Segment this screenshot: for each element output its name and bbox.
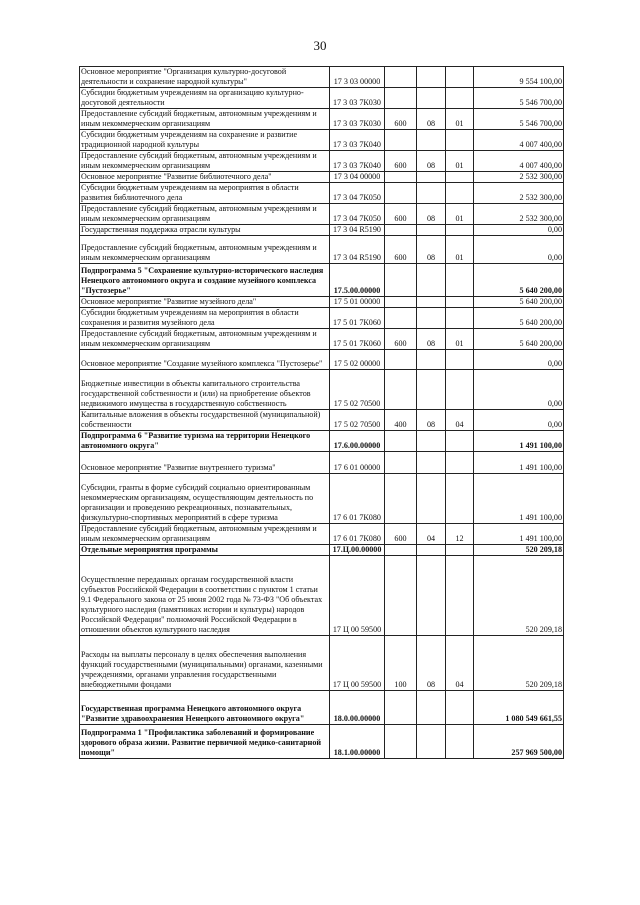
row-expense-type-cell: 600 <box>385 524 417 545</box>
table-row <box>80 524 564 545</box>
row-section-cell <box>417 297 446 308</box>
row-subsection-cell: 04 <box>446 410 474 431</box>
row-subsection-cell <box>446 297 474 308</box>
row-amount-cell: 0,00 <box>474 350 564 370</box>
row-section-cell <box>417 370 446 410</box>
row-amount-cell: 520 209,18 <box>474 556 564 636</box>
row-code-cell: 17 5 01 7К060 <box>330 329 385 350</box>
table-row <box>80 308 564 329</box>
row-name-cell: Субсидии бюджетным учреждениям на мероприятия в области развития библиотечного дела <box>80 183 330 204</box>
row-name-cell: Предоставление субсидий бюджетным, автономным учреждениям и иным некоммерческим организациям <box>80 151 330 172</box>
row-name-cell: Субсидии бюджетным учреждениям на сохранение и развитие традиционной народной культуры <box>80 130 330 151</box>
row-expense-type-cell <box>385 183 417 204</box>
row-code-cell: 17 3 03 7К040 <box>330 151 385 172</box>
row-amount-cell: 1 080 549 661,55 <box>474 691 564 725</box>
row-code-cell: 17 5 01 00000 <box>330 297 385 308</box>
row-code-cell: 17 5 02 00000 <box>330 350 385 370</box>
budget-table <box>79 66 564 759</box>
row-name-cell: Капитальные вложения в объекты государственной (муниципальной) собственности <box>80 410 330 431</box>
row-section-cell <box>417 725 446 759</box>
table-row <box>80 636 564 691</box>
table-row <box>80 109 564 130</box>
row-name-cell: Субсидии, гранты в форме субсидий социально ориентированным некоммерческим организациям, осуществляющим деятельность по организации и проведению рекреационных, познавательных, физкультурно-спортивных мероприятий в сфере туризма <box>80 474 330 524</box>
row-subsection-cell: 01 <box>446 236 474 264</box>
row-code-cell: 17 3 03 00000 <box>330 67 385 88</box>
row-subsection-cell <box>446 67 474 88</box>
budget-table-body <box>80 67 564 759</box>
table-row <box>80 556 564 636</box>
row-section-cell: 08 <box>417 236 446 264</box>
row-amount-cell: 5 546 700,00 <box>474 88 564 109</box>
row-name-cell: Предоставление субсидий бюджетным, автономным учреждениям и иным некоммерческим организациям <box>80 109 330 130</box>
row-code-cell: 17.5.00.00000 <box>330 264 385 297</box>
row-code-cell: 17 3 04 R5190 <box>330 236 385 264</box>
row-section-cell <box>417 172 446 183</box>
row-code-cell: 17 Ц 00 59500 <box>330 636 385 691</box>
row-subsection-cell <box>446 225 474 236</box>
row-subsection-cell: 12 <box>446 524 474 545</box>
row-section-cell: 08 <box>417 329 446 350</box>
row-section-cell <box>417 67 446 88</box>
row-expense-type-cell <box>385 264 417 297</box>
row-name-cell: Подпрограмма 1 "Профилактика заболеваний и формирование здорового образа жизни. Развитие первичной медико-санитарной помощи" <box>80 725 330 759</box>
table-row <box>80 297 564 308</box>
row-name-cell: Основное мероприятие "Развитие внутреннего туризма" <box>80 452 330 474</box>
row-section-cell <box>417 264 446 297</box>
row-subsection-cell: 01 <box>446 204 474 225</box>
row-subsection-cell: 04 <box>446 636 474 691</box>
row-subsection-cell <box>446 474 474 524</box>
row-code-cell: 17 6 01 7К080 <box>330 474 385 524</box>
table-row <box>80 130 564 151</box>
row-amount-cell: 1 491 100,00 <box>474 474 564 524</box>
row-section-cell <box>417 431 446 452</box>
row-code-cell: 17 3 04 7К050 <box>330 204 385 225</box>
row-amount-cell: 0,00 <box>474 236 564 264</box>
row-name-cell: Подпрограмма 6 "Развитие туризма на территории Ненецкого автономного округа" <box>80 431 330 452</box>
row-subsection-cell <box>446 183 474 204</box>
table-row <box>80 172 564 183</box>
row-expense-type-cell <box>385 691 417 725</box>
table-row <box>80 410 564 431</box>
table-row <box>80 329 564 350</box>
row-amount-cell: 1 491 100,00 <box>474 431 564 452</box>
row-code-cell: 17 6 01 7К080 <box>330 524 385 545</box>
row-expense-type-cell <box>385 350 417 370</box>
row-expense-type-cell <box>385 308 417 329</box>
row-section-cell <box>417 130 446 151</box>
table-row <box>80 370 564 410</box>
table-row <box>80 183 564 204</box>
table-row <box>80 264 564 297</box>
row-amount-cell: 4 007 400,00 <box>474 151 564 172</box>
row-amount-cell: 0,00 <box>474 410 564 431</box>
row-subsection-cell <box>446 545 474 556</box>
row-name-cell: Подпрограмма 5 "Сохранение культурно-исторического наследия Ненецкого автономного округа и создание музейного комплекса "Пустозерье" <box>80 264 330 297</box>
row-code-cell: 17 3 04 00000 <box>330 172 385 183</box>
row-subsection-cell <box>446 370 474 410</box>
table-row <box>80 67 564 88</box>
row-section-cell <box>417 474 446 524</box>
row-amount-cell: 5 640 200,00 <box>474 308 564 329</box>
row-expense-type-cell <box>385 545 417 556</box>
row-name-cell: Основное мероприятие "Развитие музейного дела" <box>80 297 330 308</box>
row-expense-type-cell <box>385 556 417 636</box>
row-code-cell: 17.6.00.00000 <box>330 431 385 452</box>
row-expense-type-cell: 400 <box>385 410 417 431</box>
row-amount-cell: 520 209,18 <box>474 636 564 691</box>
row-name-cell: Государственная программа Ненецкого автономного округа "Развитие здравоохранения Ненецкого автономного округа" <box>80 691 330 725</box>
row-amount-cell: 2 532 300,00 <box>474 172 564 183</box>
row-expense-type-cell <box>385 172 417 183</box>
row-name-cell: Государственная поддержка отрасли культуры <box>80 225 330 236</box>
row-code-cell: 17 3 04 R5190 <box>330 225 385 236</box>
table-row <box>80 691 564 725</box>
row-subsection-cell: 01 <box>446 109 474 130</box>
row-amount-cell: 520 209,18 <box>474 545 564 556</box>
row-name-cell: Расходы на выплаты персоналу в целях обеспечения выполнения функций государственными (муниципальными) органами, казенными учреждениями, органами управления государственными внебюджетными фондами <box>80 636 330 691</box>
row-expense-type-cell <box>385 67 417 88</box>
row-expense-type-cell <box>385 474 417 524</box>
row-subsection-cell <box>446 691 474 725</box>
row-amount-cell: 5 640 200,00 <box>474 329 564 350</box>
row-expense-type-cell <box>385 88 417 109</box>
row-section-cell <box>417 88 446 109</box>
row-code-cell: 17 3 03 7К030 <box>330 109 385 130</box>
row-subsection-cell <box>446 264 474 297</box>
row-amount-cell: 1 491 100,00 <box>474 524 564 545</box>
row-code-cell: 17 5 02 70500 <box>330 410 385 431</box>
table-row <box>80 151 564 172</box>
row-expense-type-cell <box>385 370 417 410</box>
table-row <box>80 88 564 109</box>
row-section-cell: 08 <box>417 410 446 431</box>
row-subsection-cell <box>446 725 474 759</box>
table-row <box>80 236 564 264</box>
row-section-cell: 04 <box>417 524 446 545</box>
row-expense-type-cell <box>385 297 417 308</box>
row-code-cell: 17 5 02 70500 <box>330 370 385 410</box>
row-expense-type-cell: 600 <box>385 151 417 172</box>
row-expense-type-cell: 100 <box>385 636 417 691</box>
row-name-cell: Предоставление субсидий бюджетным, автономным учреждениям и иным некоммерческим организациям <box>80 236 330 264</box>
row-section-cell <box>417 452 446 474</box>
row-expense-type-cell <box>385 130 417 151</box>
page-number: 30 <box>313 38 327 53</box>
row-amount-cell: 5 640 200,00 <box>474 264 564 297</box>
row-section-cell <box>417 308 446 329</box>
table-row <box>80 474 564 524</box>
row-code-cell: 18.1.00.00000 <box>330 725 385 759</box>
row-name-cell: Субсидии бюджетным учреждениям на организацию культурно-досуговой деятельности <box>80 88 330 109</box>
row-section-cell <box>417 225 446 236</box>
table-row <box>80 204 564 225</box>
row-code-cell: 17 3 04 7К050 <box>330 183 385 204</box>
row-code-cell: 17 Ц 00 59500 <box>330 556 385 636</box>
row-section-cell: 08 <box>417 109 446 130</box>
table-row <box>80 725 564 759</box>
row-name-cell: Предоставление субсидий бюджетным, автономным учреждениям и иным некоммерческим организациям <box>80 524 330 545</box>
row-subsection-cell: 01 <box>446 151 474 172</box>
row-name-cell: Отдельные мероприятия программы <box>80 545 330 556</box>
row-name-cell: Осуществление переданных органам государственной власти субъектов Российской Федерации в соответствии с пунктом 1 статьи 9.1 Федерального закона от 25 июня 2002 года № 73-ФЗ "Об объектах культурного наследия (памятниках истории и культуры) народов Российской Федерации" полномочий Российской Федерации в отношении объектов культурного наследия <box>80 556 330 636</box>
row-expense-type-cell <box>385 431 417 452</box>
row-amount-cell: 1 491 100,00 <box>474 452 564 474</box>
row-amount-cell: 4 007 400,00 <box>474 130 564 151</box>
row-subsection-cell <box>446 308 474 329</box>
row-section-cell: 08 <box>417 204 446 225</box>
row-amount-cell: 0,00 <box>474 370 564 410</box>
row-code-cell: 17 6 01 00000 <box>330 452 385 474</box>
row-subsection-cell <box>446 130 474 151</box>
row-section-cell <box>417 691 446 725</box>
row-code-cell: 17.Ц.00.00000 <box>330 545 385 556</box>
table-row <box>80 431 564 452</box>
table-row <box>80 545 564 556</box>
row-expense-type-cell: 600 <box>385 204 417 225</box>
row-name-cell: Основное мероприятие "Создание музейного комплекса "Пустозерье" <box>80 350 330 370</box>
row-subsection-cell <box>446 452 474 474</box>
row-amount-cell: 257 969 500,00 <box>474 725 564 759</box>
row-name-cell: Предоставление субсидий бюджетным, автономным учреждениям и иным некоммерческим организациям <box>80 329 330 350</box>
table-row <box>80 225 564 236</box>
row-amount-cell: 5 546 700,00 <box>474 109 564 130</box>
row-expense-type-cell: 600 <box>385 329 417 350</box>
row-expense-type-cell <box>385 452 417 474</box>
row-code-cell: 18.0.00.00000 <box>330 691 385 725</box>
row-section-cell <box>417 183 446 204</box>
row-section-cell <box>417 350 446 370</box>
row-amount-cell: 0,00 <box>474 225 564 236</box>
row-subsection-cell: 01 <box>446 329 474 350</box>
table-row <box>80 350 564 370</box>
row-code-cell: 17 3 03 7К040 <box>330 130 385 151</box>
row-name-cell: Предоставление субсидий бюджетным, автономным учреждениям и иным некоммерческим организациям <box>80 204 330 225</box>
row-subsection-cell <box>446 88 474 109</box>
row-amount-cell: 9 554 100,00 <box>474 67 564 88</box>
row-subsection-cell <box>446 431 474 452</box>
row-code-cell: 17 3 03 7К030 <box>330 88 385 109</box>
row-section-cell <box>417 556 446 636</box>
row-name-cell: Бюджетные инвестиции в объекты капитального строительства государственной собственности и (или) на приобретение объектов недвижимого имущества в государственную собственность <box>80 370 330 410</box>
row-expense-type-cell <box>385 225 417 236</box>
row-expense-type-cell <box>385 725 417 759</box>
row-name-cell: Основное мероприятие "Развитие библиотечного дела" <box>80 172 330 183</box>
row-expense-type-cell: 600 <box>385 109 417 130</box>
table-row <box>80 452 564 474</box>
row-section-cell: 08 <box>417 151 446 172</box>
row-section-cell <box>417 545 446 556</box>
row-subsection-cell <box>446 350 474 370</box>
row-section-cell: 08 <box>417 636 446 691</box>
row-amount-cell: 2 532 300,00 <box>474 183 564 204</box>
row-name-cell: Основное мероприятие "Организация культурно-досуговой деятельности и сохранение народной культуры" <box>80 67 330 88</box>
row-amount-cell: 2 532 300,00 <box>474 204 564 225</box>
row-code-cell: 17 5 01 7К060 <box>330 308 385 329</box>
row-expense-type-cell: 600 <box>385 236 417 264</box>
row-subsection-cell <box>446 556 474 636</box>
row-subsection-cell <box>446 172 474 183</box>
row-amount-cell: 5 640 200,00 <box>474 297 564 308</box>
row-name-cell: Субсидии бюджетным учреждениям на мероприятия в области сохранения и развития музейного дела <box>80 308 330 329</box>
